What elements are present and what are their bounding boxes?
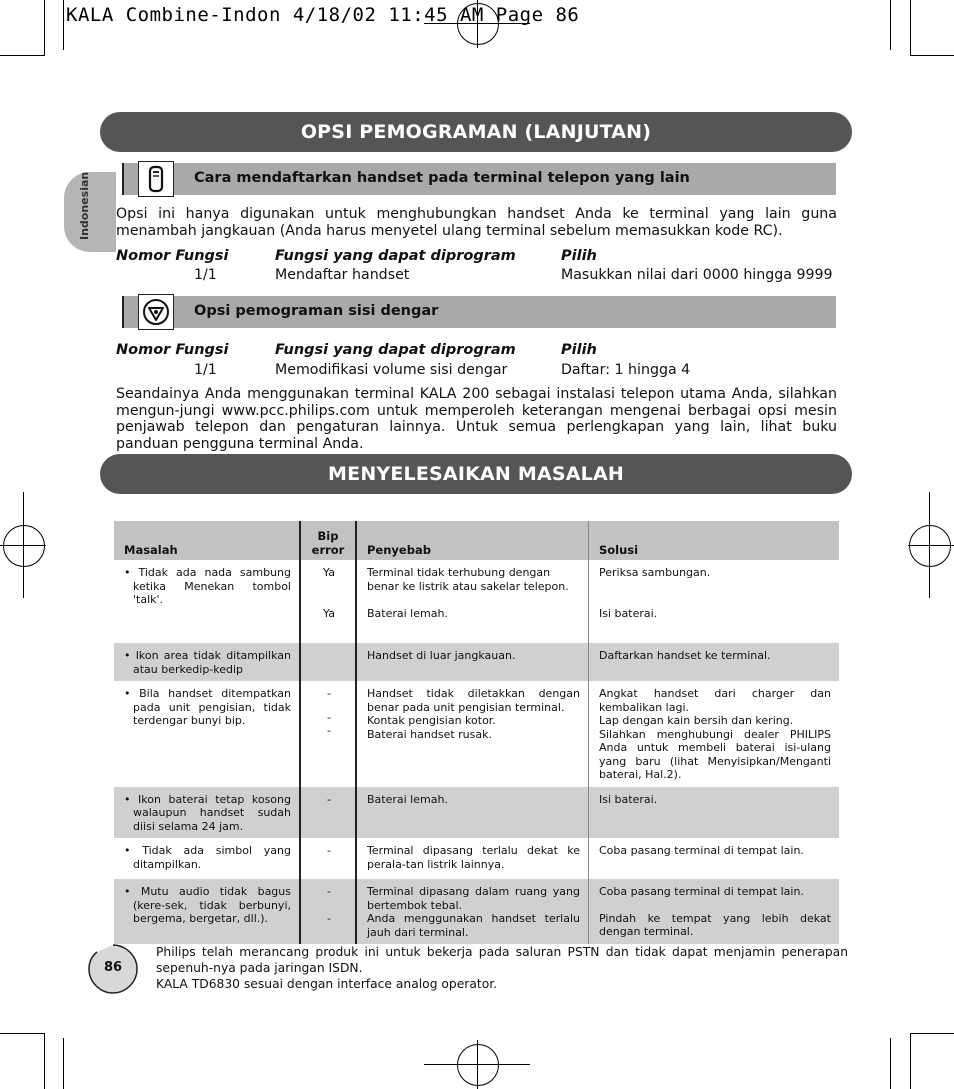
crop-mark [910,0,911,56]
masalah-text: • Tidak ada nada sambung ketika Menekan tombol 'talk'. [124,566,291,606]
header-bip-line2: error [311,542,345,557]
masalah-text: • Ikon baterai tetap kosong walaupun handset sudah diisi selama 24 jam. [124,792,291,833]
bip-value: Ya [323,566,335,579]
header-bip-error [300,521,356,560]
subsection-bar-register-handset [122,163,836,195]
penyebab-cell [356,838,589,879]
bip-cell [300,879,356,944]
masalah-text: • Bila handset ditempatkan pada unit pengisian, tidak terdengar bunyi bip. [124,687,291,727]
registration-mark-line [0,545,46,546]
solusi-text: Silahkan menghubungi dealer PHILIPS Anda untuk membeli baterai isi-ulang yang baru (lihat Menyisipkan/Menganti baterai, Hal.2). [599,727,831,781]
solusi-cell [589,879,840,944]
penyebab-text: Kontak pengisian kotor. [367,714,496,727]
page-number-badge [86,942,140,996]
footer-line: Philips telah merancang produk ini untuk bekerja pada saluran PSTN dan tidak dapat menjamin penerapan sepenuh-nya pada jaringan ISDN. [156,945,848,975]
bip-cell [300,643,356,681]
crop-mark [910,55,954,56]
masalah-cell [114,787,300,839]
speaker-icon [138,294,174,330]
masalah-cell [114,643,300,681]
language-label: Indonesian [78,171,91,240]
penyebab-cell [356,879,589,944]
function-name-value: Mendaftar handset [275,267,410,283]
subsection-title: Cara mendaftarkan handset pada terminal telepon yang lain [194,170,690,186]
solusi-text: Coba pasang terminal di tempat lain. [599,885,804,898]
bip-value: - [327,724,331,737]
column-header-select: Pilih [561,248,597,264]
masalah-text: • Ikon area tidak ditampilkan atau berkedip-kedip [124,649,291,676]
crop-mark [910,1033,911,1089]
function-number-value: 1/1 [194,267,217,283]
penyebab-text: Terminal tidak terhubung dengan benar ke listrik atau sakelar telepon. [367,566,569,593]
penyebab-text: Handset di luar jangkauan. [367,649,516,662]
bip-cell [300,787,356,839]
table-row [114,787,839,839]
bip-value: - [327,710,331,724]
print-slug: KALA Combine-Indon 4/18/02 11:45 AM Page 86 [66,4,580,26]
solusi-text: Angkat handset dari charger dan kembalikan lagi. [599,687,831,714]
bip-value: - [327,687,331,700]
penyebab-text: Terminal dipasang dalam ruang yang bertembok tebal. [367,885,580,912]
bip-value: - [327,844,331,857]
masalah-cell [114,560,300,643]
crop-mark [890,1038,891,1089]
solusi-text: Daftarkan handset ke terminal. [599,649,771,662]
select-value: Daftar: 1 hingga 4 [561,362,691,378]
section-banner-troubleshooting: MENYELESAIKAN MASALAH [100,454,852,494]
crop-mark [0,55,44,56]
table-row [114,560,839,643]
bip-cell [300,838,356,879]
handset-icon [138,161,174,197]
table-row [114,643,839,681]
select-value: Masukkan nilai dari 0000 hingga 9999 [561,267,833,283]
function-name-value: Memodifikasi volume sisi dengar [275,362,508,378]
crop-mark [63,0,64,50]
solusi-cell [589,681,840,787]
solusi-cell [589,838,840,879]
header-bip-line1: Bip [317,529,339,543]
solusi-text: Periksa sambungan. [599,566,711,579]
bip-cell [300,560,356,643]
penyebab-text: Handset tidak diletakkan dengan benar pada unit pengisian terminal. [367,687,580,714]
function-number-value: 1/1 [194,362,217,378]
intro-paragraph: Opsi ini hanya digunakan untuk menghubungkan handset Anda ke terminal yang lain guna menambah jangkauan (Anda harus menyetel ulang terminal sebelum memasukkan kode RC). [116,206,837,239]
solusi-cell [589,787,840,839]
penyebab-text: Baterai handset rusak. [367,727,492,741]
subsection-title: Opsi pemograman sisi dengar [194,303,439,319]
solusi-cell [589,560,840,643]
footer-notes [156,944,848,992]
column-header-function-number: Nomor Fungsi [116,248,229,264]
crop-mark [44,1033,45,1089]
bip-value: - [327,792,331,806]
penyebab-cell [356,560,589,643]
header-penyebab: Penyebab [356,521,589,560]
solusi-text: Lap dengan kain bersih dan kering. [599,714,794,727]
registration-mark [909,525,951,567]
masalah-cell [114,879,300,944]
bip-value: - [327,885,331,898]
masalah-text: • Mutu audio tidak bagus (kere-sek, tidak berbunyi, bergema, bergetar, dll.). [124,885,291,925]
masalah-cell [114,681,300,787]
column-header-select: Pilih [561,342,597,358]
crop-mark [63,1038,64,1089]
table-row [114,879,839,944]
bip-value: - [327,911,331,925]
page-number: 86 [103,960,123,975]
registration-mark-line [477,1040,478,1089]
bip-value: Ya [323,606,335,620]
subsection-bar-sidetone [122,296,836,328]
solusi-text: Pindah ke tempat yang lebih dekat dengan terminal. [599,911,831,938]
crop-mark [44,0,45,56]
penyebab-text: Baterai lemah. [367,607,448,620]
crop-mark [910,1033,954,1034]
solusi-cell [589,643,840,681]
masalah-text: • Tidak ada simbol yang ditampilkan. [124,844,291,871]
solusi-text: Coba pasang terminal di tempat lain. [599,844,804,857]
registration-mark-line [908,545,954,546]
penyebab-cell [356,681,589,787]
solusi-text: Isi baterai. [599,792,658,806]
solusi-text: Isi baterai. [599,606,658,620]
penyebab-text: Baterai lemah. [367,792,448,806]
penyebab-cell [356,643,589,681]
column-header-programmable-function: Fungsi yang dapat diprogram [275,248,516,264]
penyebab-cell [356,787,589,839]
bip-cell [300,681,356,787]
troubleshooting-table [114,521,839,944]
crop-mark [0,1033,44,1034]
table-row [114,838,839,879]
column-header-programmable-function: Fungsi yang dapat diprogram [275,342,516,358]
section-banner-programming: OPSI PEMOGRAMAN (LANJUTAN) [100,112,852,152]
header-masalah: Masalah [114,521,300,560]
crop-mark [890,0,891,50]
registration-mark [3,525,45,567]
header-solusi: Solusi [589,521,840,560]
column-header-function-number: Nomor Fungsi [116,342,229,358]
table-row [114,681,839,787]
registration-mark [457,1044,499,1086]
penyebab-text: Anda menggunakan handset terlalu jauh dari terminal. [367,912,580,939]
masalah-cell [114,838,300,879]
penyebab-text: Terminal dipasang terlalu dekat ke perala-tan listrik lainnya. [367,844,580,871]
note-paragraph: Seandainya Anda menggunakan terminal KALA 200 sebagai instalasi telepon utama Anda, silahkan mengun-jungi www.pcc.philips.com untuk memperoleh keterangan mengenai berbagai opsi mesin penjawab telepon dan pengaturan lainnya. Untuk semua perlengkapan yang lain, lihat buku panduan pengguna terminal Anda. [116,386,837,452]
footer-line: KALA TD6830 sesuai dengan interface analog operator. [156,977,498,991]
